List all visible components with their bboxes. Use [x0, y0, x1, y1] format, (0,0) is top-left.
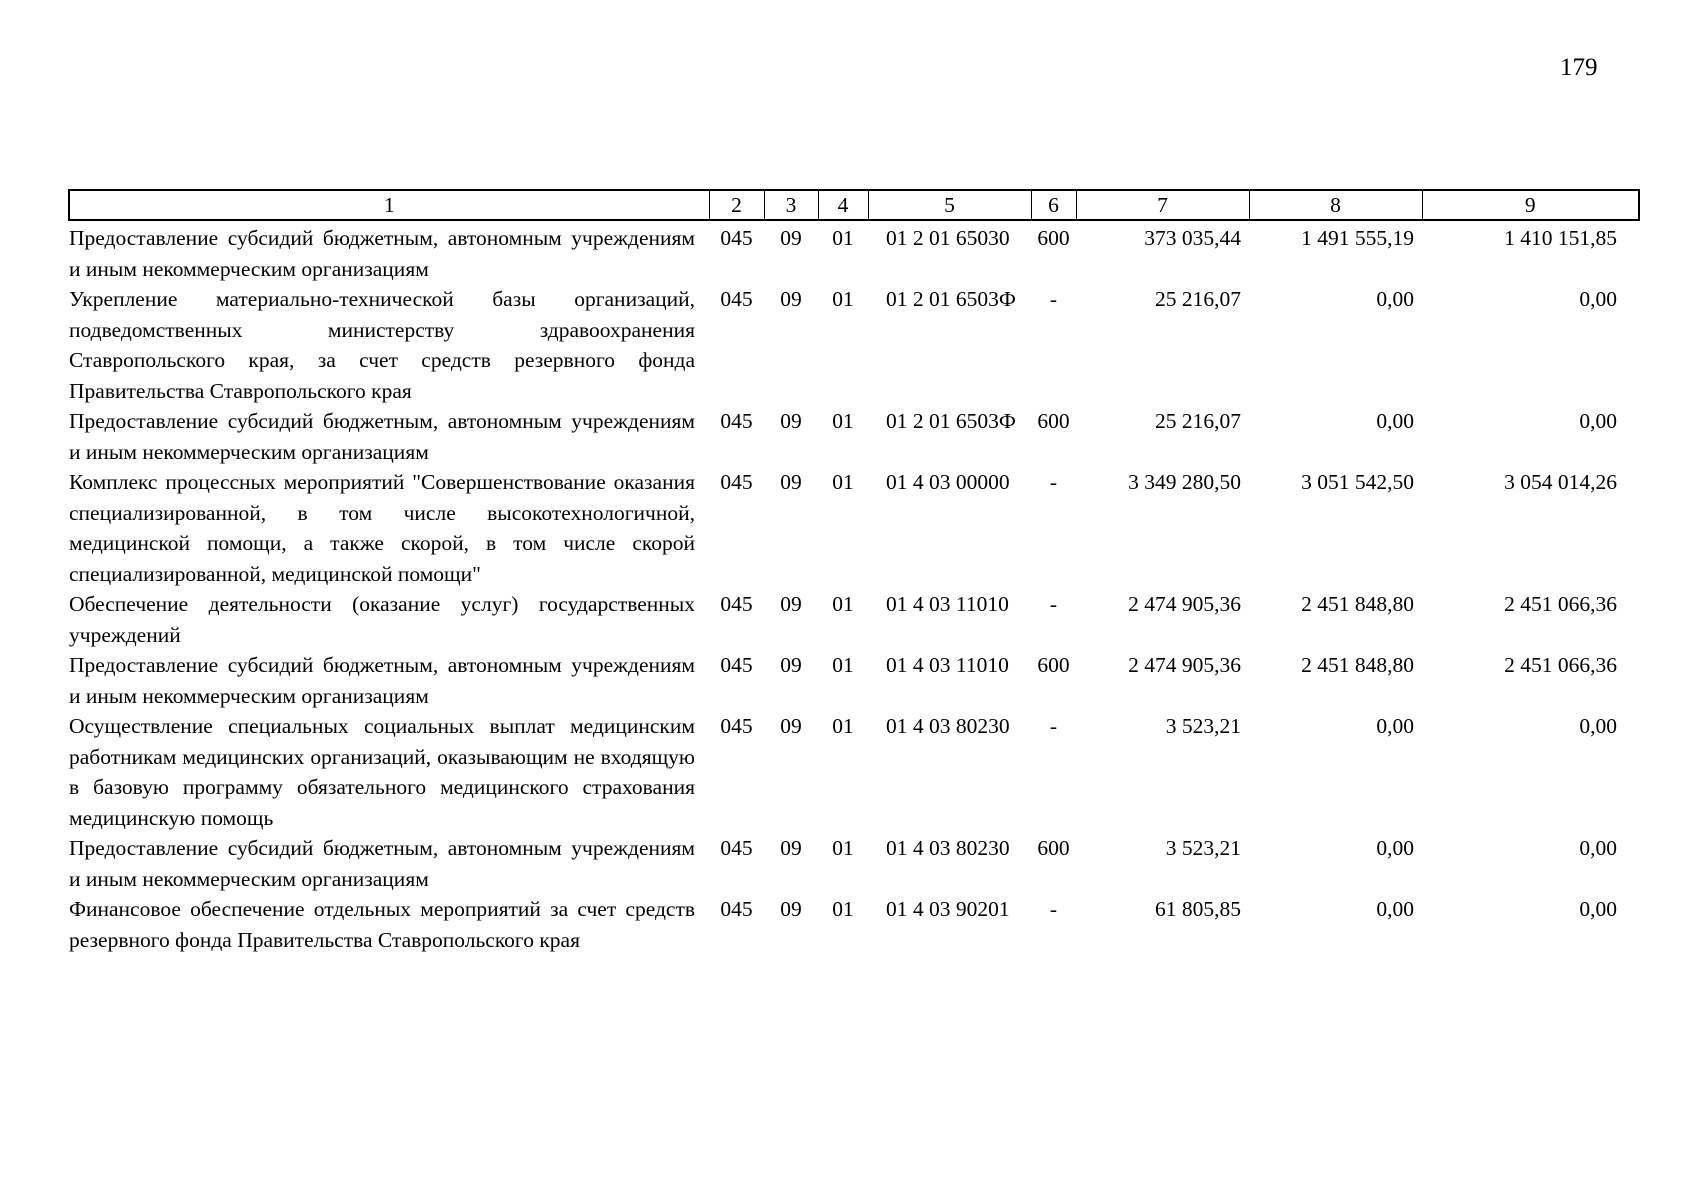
row-sum-2: 0,00	[1376, 897, 1414, 921]
row-sum-1: 3 523,21	[1165, 714, 1241, 738]
row-sum-1: 3 349 280,50	[1128, 470, 1241, 494]
row-sum-2: 1 491 555,19	[1301, 226, 1414, 250]
row-csr: 01 2 01 6503Ф	[886, 287, 1016, 311]
row-sum-2: 2 451 848,80	[1301, 592, 1414, 616]
row-ved: 045	[720, 653, 753, 677]
table-row	[69, 650, 1639, 711]
row-pr: 01	[832, 592, 854, 616]
row-rz: 09	[780, 470, 802, 494]
row-sum-1: 3 523,21	[1165, 836, 1241, 860]
column-header: 9	[1422, 190, 1639, 220]
row-vr: -	[1049, 897, 1058, 921]
row-csr: 01 4 03 90201	[886, 897, 1010, 921]
row-sum-1: 2 474 905,36	[1128, 653, 1241, 677]
table-row	[69, 833, 1639, 894]
row-name: Обеспечение деятельности (оказание услуг) государственных учреждений	[69, 592, 695, 647]
column-header: 7	[1076, 190, 1249, 220]
table-row	[69, 711, 1639, 833]
row-vr: 600	[1037, 409, 1070, 433]
page-number: 179	[1560, 54, 1598, 81]
row-vr: -	[1049, 287, 1058, 311]
column-header: 2	[709, 190, 764, 220]
row-name: Предоставление субсидий бюджетным, автономным учреждениям и иным некоммерческим организациям	[69, 409, 695, 464]
row-sum-3: 2 451 066,36	[1504, 653, 1617, 677]
column-header: 6	[1031, 190, 1076, 220]
row-sum-3: 2 451 066,36	[1504, 592, 1617, 616]
row-csr: 01 4 03 80230	[886, 714, 1010, 738]
row-sum-1: 373 035,44	[1144, 226, 1241, 250]
row-sum-2: 0,00	[1376, 836, 1414, 860]
row-ved: 045	[720, 226, 753, 250]
row-vr: -	[1049, 592, 1058, 616]
row-sum-2: 2 451 848,80	[1301, 653, 1414, 677]
row-ved: 045	[720, 897, 753, 921]
column-header: 4	[818, 190, 868, 220]
table-row	[69, 589, 1639, 650]
row-sum-2: 0,00	[1376, 714, 1414, 738]
row-name: Предоставление субсидий бюджетным, автономным учреждениям и иным некоммерческим организациям	[69, 226, 695, 281]
row-ved: 045	[720, 714, 753, 738]
row-rz: 09	[780, 287, 802, 311]
row-pr: 01	[832, 287, 854, 311]
row-sum-1: 2 474 905,36	[1128, 592, 1241, 616]
row-csr: 01 2 01 6503Ф	[886, 409, 1016, 433]
row-ved: 045	[720, 409, 753, 433]
row-name: Финансовое обеспечение отдельных мероприятий за счет средств резервного фонда Правительства Ставропольского края	[69, 897, 695, 952]
row-csr: 01 4 03 80230	[886, 836, 1010, 860]
row-sum-3: 3 054 014,26	[1504, 470, 1617, 494]
row-rz: 09	[780, 653, 802, 677]
column-header: 1	[69, 190, 709, 220]
row-name: Укрепление материально-технической базы организаций, подведомственных министерству здравоохранения Ставропольского края, за счет средств резервного фонда Правительства Ставропольского края	[69, 287, 695, 403]
row-sum-3: 0,00	[1579, 897, 1617, 921]
table-row	[69, 406, 1639, 467]
table-header-row	[69, 190, 1639, 220]
row-sum-3: 0,00	[1579, 714, 1617, 738]
row-csr: 01 4 03 11010	[886, 653, 1009, 677]
row-pr: 01	[832, 714, 854, 738]
row-rz: 09	[780, 226, 802, 250]
table-row	[69, 220, 1639, 284]
table-row	[69, 467, 1639, 589]
row-sum-3: 0,00	[1579, 287, 1617, 311]
row-rz: 09	[780, 714, 802, 738]
row-rz: 09	[780, 592, 802, 616]
row-rz: 09	[780, 836, 802, 860]
row-pr: 01	[832, 226, 854, 250]
row-sum-2: 3 051 542,50	[1301, 470, 1414, 494]
row-ved: 045	[720, 836, 753, 860]
column-header: 3	[764, 190, 818, 220]
row-pr: 01	[832, 409, 854, 433]
row-sum-2: 0,00	[1376, 409, 1414, 433]
row-sum-2: 0,00	[1376, 287, 1414, 311]
row-csr: 01 4 03 00000	[886, 470, 1010, 494]
row-vr: -	[1049, 470, 1058, 494]
column-header: 8	[1249, 190, 1422, 220]
row-rz: 09	[780, 897, 802, 921]
row-sum-1: 61 805,85	[1155, 897, 1241, 921]
row-csr: 01 4 03 11010	[886, 592, 1009, 616]
row-vr: -	[1049, 714, 1058, 738]
row-pr: 01	[832, 836, 854, 860]
row-rz: 09	[780, 409, 802, 433]
row-pr: 01	[832, 897, 854, 921]
row-sum-1: 25 216,07	[1155, 287, 1241, 311]
row-vr: 600	[1037, 653, 1070, 677]
table-row	[69, 284, 1639, 406]
row-sum-3: 0,00	[1579, 836, 1617, 860]
row-sum-3: 1 410 151,85	[1504, 226, 1617, 250]
row-name: Осуществление специальных социальных выплат медицинским работникам медицинских организаций, оказывающим не входящую в базовую программу обязательного медицинского страхования медицинскую помощь	[69, 714, 695, 830]
budget-table	[68, 189, 1640, 955]
row-ved: 045	[720, 592, 753, 616]
row-sum-1: 25 216,07	[1155, 409, 1241, 433]
row-ved: 045	[720, 287, 753, 311]
row-pr: 01	[832, 653, 854, 677]
column-header: 5	[868, 190, 1031, 220]
row-pr: 01	[832, 470, 854, 494]
row-name: Предоставление субсидий бюджетным, автономным учреждениям и иным некоммерческим организациям	[69, 653, 695, 708]
row-vr: 600	[1037, 836, 1070, 860]
row-name: Комплекс процессных мероприятий "Совершенствование оказания специализированной, в том числе высокотехнологичной, медицинской помощи, а также скорой, в том числе скорой специализированной, медицинской помощи"	[69, 470, 695, 586]
row-sum-3: 0,00	[1579, 409, 1617, 433]
row-ved: 045	[720, 470, 753, 494]
row-name: Предоставление субсидий бюджетным, автономным учреждениям и иным некоммерческим организациям	[69, 836, 695, 891]
row-vr: 600	[1037, 226, 1070, 250]
row-csr: 01 2 01 65030	[886, 226, 1010, 250]
table-row	[69, 894, 1639, 955]
